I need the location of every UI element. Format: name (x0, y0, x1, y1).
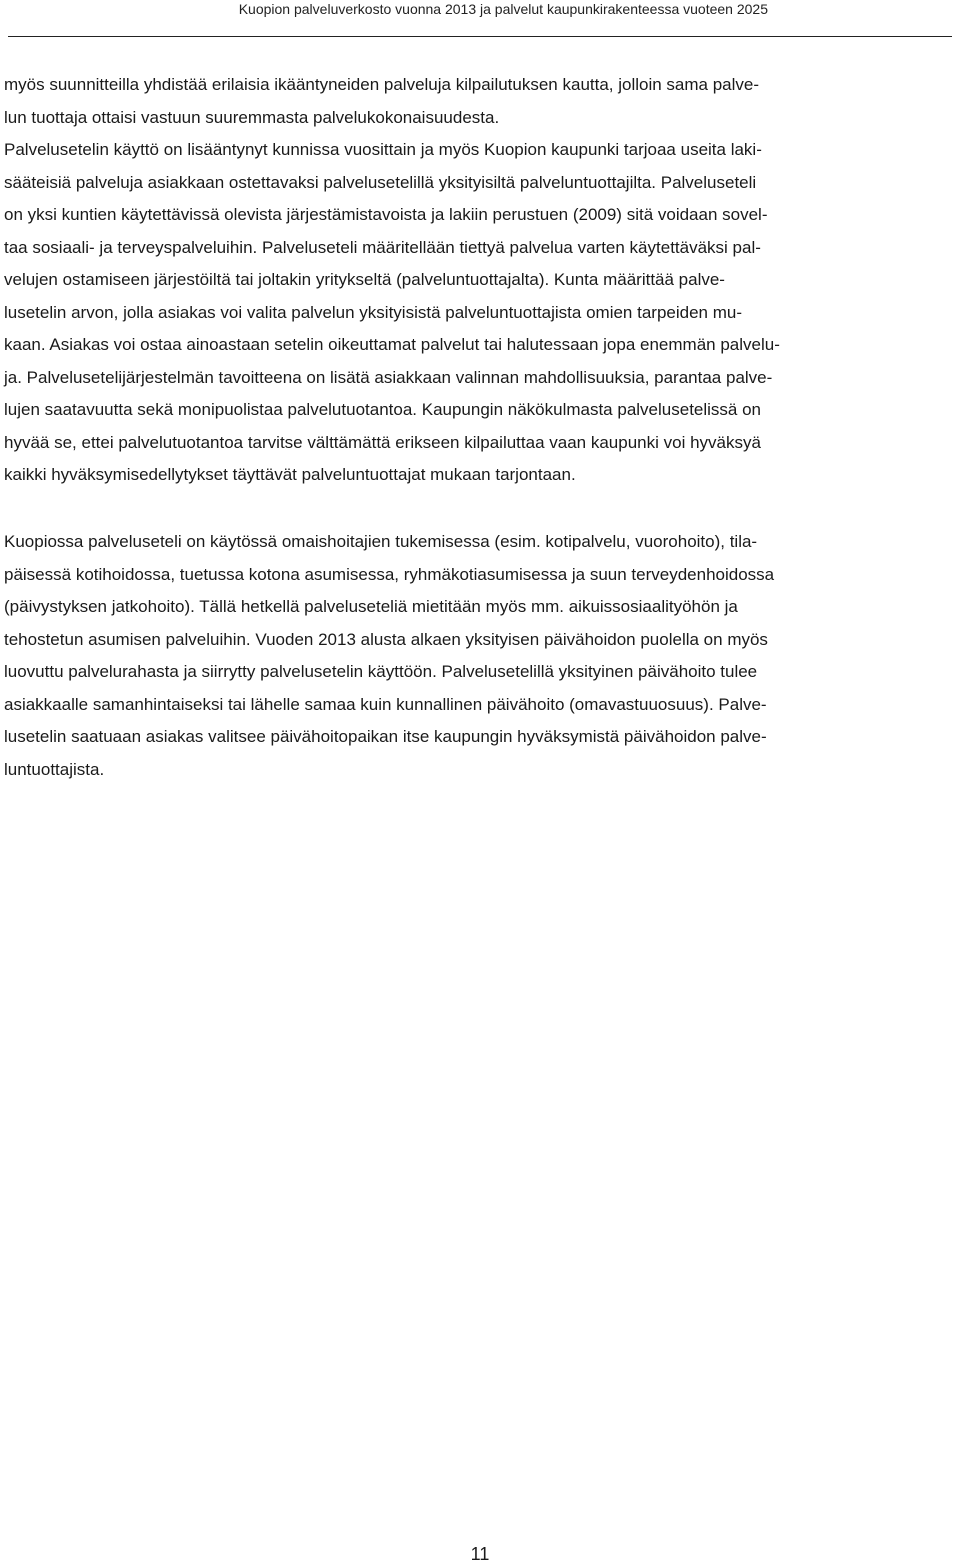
page-number: 11 (470, 1544, 490, 1564)
text-line: taa sosiaali- ja terveyspalveluihin. Palveluseteli määritellään tiettyä palvelua varten käytettäväksi pal- (4, 237, 761, 257)
text-line: kaikki hyväksymisedellytykset täyttävät palveluntuottajat mukaan tarjontaan. (4, 465, 576, 484)
header-divider (8, 36, 952, 37)
text-line: on yksi kuntien käytettävissä olevista järjestämistavoista ja lakiin perustuen (2009) sitä voidaan sovel- (4, 205, 768, 224)
running-header-title: Kuopion palveluverkosto vuonna 2013 ja palvelut kaupunkirakenteessa vuoteen 2025 (238, 1, 768, 17)
body-paragraph-1 (4, 69, 954, 492)
text-line: Kuopiossa palveluseteli on käytössä omaishoitajien tukemisessa (esim. kotipalvelu, vuorohoito), tila- (4, 532, 758, 551)
text-line: päisessä kotihoidossa, tuetussa kotona asumisessa, ryhmäkotiasumisessa ja suun terveydenhoidossa (4, 564, 775, 584)
text-line: (päivystyksen jatkohoito). Tällä hetkellä palveluseteliä mietitään myös mm. aikuissosiaalityöhön ja (4, 597, 738, 616)
text-line: hyvää se, ettei palvelutuotantoa tarvitse välttämättä erikseen kilpailuttaa vaan kaupunki voi hyväksyä (4, 432, 761, 452)
text-line: myös suunnitteilla yhdistää erilaisia ikääntyneiden palveluja kilpailutuksen kautta, jolloin sama palve- (4, 75, 760, 94)
text-line: asiakkaalle samanhintaiseksi tai lähelle samaa kuin kunnallinen päivähoito (omavastuuosuus). Palve- (4, 694, 767, 714)
text-line: luntuottajista. (4, 759, 105, 779)
text-line: tehostetun asumisen palveluihin. Vuoden 2013 alusta alkaen yksityisen päivähoidon puolella on myös (4, 629, 768, 649)
text-line: lujen saatavuutta sekä monipuolistaa palvelutuotantoa. Kaupungin näkökulmasta palvelusetelissä on (4, 400, 762, 419)
text-line: lusetelin arvon, jolla asiakas voi valita palvelun yksityisistä palveluntuottajista omien tarpeiden mu- (4, 302, 742, 322)
text-line: kaan. Asiakas voi ostaa ainoastaan setelin oikeuttamat palvelut tai halutessaan jopa enemmän palvelu- (4, 335, 780, 354)
text-line: lusetelin saatuaan asiakas valitsee päivähoitopaikan itse kaupungin hyväksymistä päivähoidon palve- (4, 727, 767, 746)
text-line: luovuttu palvelurahasta ja siirrytty palvelusetelin käyttöön. Palvelusetelillä yksityinen päivähoito tulee (4, 662, 758, 681)
text-line: lun tuottaja ottaisi vastuun suuremmasta palvelukokonaisuudesta. (4, 107, 500, 127)
page-header (0, 0, 960, 40)
text-line: velujen ostamiseen järjestöiltä tai joltakin yritykseltä (palveluntuottajalta). Kunta määrittää palve- (4, 270, 725, 289)
text-line: ja. Palvelusetelijärjestelmän tavoitteena on lisätä asiakkaan valinnan mahdollisuuksia, parantaa palve- (4, 367, 773, 387)
text-line: sääteisiä palveluja asiakkaan ostettavaksi palvelusetelillä yksityisiltä palveluntuottajilta. Palveluseteli (4, 172, 757, 192)
text-line: Palvelusetelin käyttö on lisääntynyt kunnissa vuosittain ja myös Kuopion kaupunki tarjoaa useita laki- (4, 140, 762, 159)
body-paragraph-2 (4, 526, 954, 786)
